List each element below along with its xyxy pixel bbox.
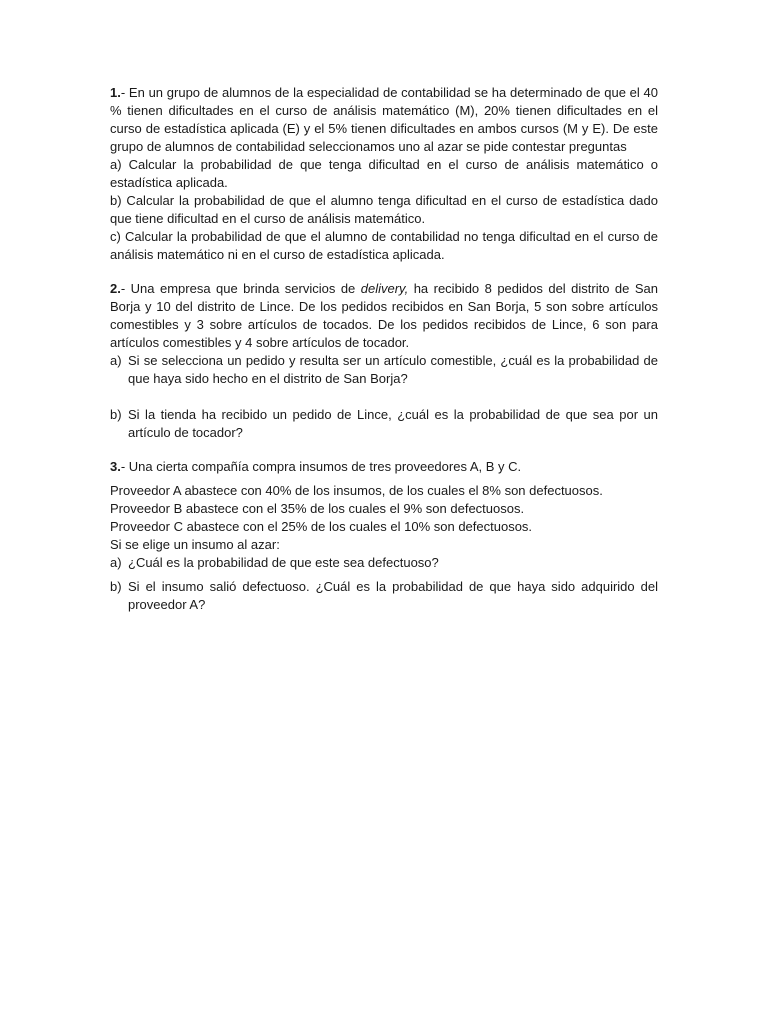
question-2-part-a-label: a)	[110, 353, 122, 368]
question-1-number: 1.	[110, 85, 121, 100]
question-3-part-a-text: ¿Cuál es la probabilidad de que este sea defectuoso?	[128, 555, 439, 570]
question-3-part-a-label: a)	[110, 555, 122, 570]
question-1	[110, 84, 658, 264]
question-3-supplier-c: Proveedor C abastece con el 25% de los cuales el 10% son defectuosos.	[110, 519, 533, 534]
question-3-supplier-a: Proveedor A abastece con 40% de los insumos, de los cuales el 8% son defectuosos.	[110, 483, 603, 498]
question-2-number: 2.	[110, 281, 121, 296]
question-2-text-emphasis: delivery,	[360, 281, 409, 296]
question-3-text: - Una cierta compañía compra insumos de tres proveedores A, B y C.	[120, 459, 522, 474]
question-3-part-b-label: b)	[110, 579, 122, 594]
question-2-part-a-text: Si se selecciona un pedido y resulta ser un artículo comestible, ¿cuál es la probabilidad de que haya sido hecho en el distrito de San Borja?	[128, 353, 658, 386]
question-3-part-b	[110, 578, 658, 614]
question-3-part-a	[110, 554, 658, 572]
question-2-part-b-text: Si la tienda ha recibido un pedido de Lince, ¿cuál es la probabilidad de que sea por un artículo de tocador?	[128, 407, 658, 440]
question-1-part-a: a) Calcular la probabilidad de que tenga dificultad en el curso de análisis matemático o estadística aplicada.	[110, 157, 658, 190]
question-1-part-c: c) Calcular la probabilidad de que el alumno de contabilidad no tenga dificultad en el curso de análisis matemático ni en el curso de estadística aplicada.	[110, 229, 658, 262]
question-2	[110, 280, 658, 442]
question-3-number: 3.	[110, 459, 121, 474]
question-1-text: - En un grupo de alumnos de la especialidad de contabilidad se ha determinado de que el 40 % tienen dificultades en el curso de análisis matemático (M), 20% tienen dificultades en el curso de estadística aplicada (E) y el 5% tienen dificultades en ambos cursos (M y E). De este grupo de alumnos de contabilidad seleccionamos uno al azar se pide contestar preguntas	[110, 85, 658, 154]
question-3-intro	[110, 458, 658, 476]
question-1-part-b: b) Calcular la probabilidad de que el alumno tenga dificultad en el curso de estadística dado que tiene dificultad en el curso de análisis matemático.	[110, 193, 658, 226]
question-2-part-b	[110, 406, 658, 442]
question-2-text-pre: - Una empresa que brinda servicios de	[120, 281, 361, 296]
question-2-part-b-label: b)	[110, 407, 122, 422]
question-3	[110, 458, 658, 614]
question-2-text-post: ha recibido 8 pedidos del distrito de San Borja y 10 del distrito de Lince. De los pedidos recibidos en San Borja, 5 son sobre artículos comestibles y 3 sobre artículos de tocados. De los pedidos recibidos de Lince, 6 son para artículos comestibles y 4 sobre artículos de tocador.	[110, 281, 658, 350]
question-3-random-pick: Si se elige un insumo al azar:	[110, 537, 280, 552]
document-page	[110, 84, 658, 624]
question-2-intro	[110, 280, 658, 352]
question-3-supplier-b: Proveedor B abastece con el 35% de los cuales el 9% son defectuosos.	[110, 501, 525, 516]
question-1-intro	[110, 84, 658, 156]
question-3-part-b-text: Si el insumo salió defectuoso. ¿Cuál es la probabilidad de que haya sido adquirido del proveedor A?	[128, 579, 658, 612]
question-2-part-a	[110, 352, 658, 388]
